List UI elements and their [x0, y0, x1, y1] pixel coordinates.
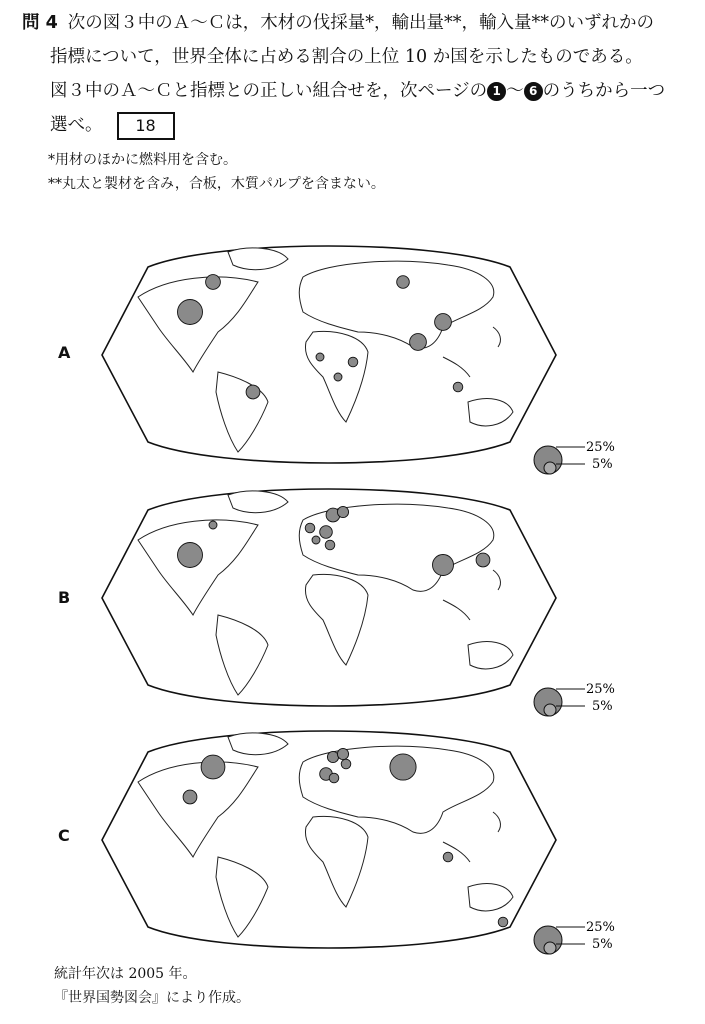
- question-text-2: 指標について，世界全体に占める割合の上位 10 か国を示したものである。: [50, 47, 643, 67]
- bubble-sweden: [327, 751, 338, 762]
- legend-small-label: 5%: [592, 457, 613, 472]
- bubble-latvia: [341, 759, 351, 769]
- legend-circle-small: [544, 704, 556, 716]
- map-label-c: C: [58, 826, 70, 845]
- bubble-nigeria: [316, 353, 324, 361]
- bubble-united-states: [178, 300, 203, 325]
- map-b: [98, 480, 560, 715]
- bubble-brazil: [246, 385, 260, 399]
- bubble-china: [435, 314, 452, 331]
- question-text-5: 選べ。: [50, 115, 103, 135]
- bubble-dr-congo: [334, 373, 342, 381]
- question-block: [22, 6, 694, 142]
- choice-start-badge: 1: [487, 82, 506, 101]
- world-outline: [102, 246, 556, 463]
- legend-circle-small: [544, 942, 556, 954]
- bubble-india: [410, 334, 427, 351]
- question-text-4: のうちから一つ: [542, 81, 666, 101]
- bubble-finland: [337, 506, 348, 517]
- legend-small-label: 5%: [592, 699, 613, 714]
- question-line-1: [22, 6, 694, 40]
- bubble-canada: [209, 521, 217, 529]
- footnote-1: *用材のほかに燃料用を含む。: [48, 152, 237, 168]
- question-text-1: 次の図３中のＡ～Ｃは，木材の伐採量*，輸出量**，輸入量**のいずれかの: [67, 13, 655, 33]
- bubble-indonesia: [453, 382, 463, 392]
- stat-year-note: 統計年次は 2005 年。: [54, 966, 197, 982]
- bubble-new-zealand: [498, 917, 508, 927]
- bubble-united-states: [183, 790, 197, 804]
- bubble-russia: [397, 276, 410, 289]
- bubble-canada: [206, 275, 221, 290]
- legend-c: [530, 912, 630, 972]
- bubble-japan: [476, 553, 490, 567]
- legend-large-label: 25%: [586, 440, 615, 455]
- footnotes: [48, 148, 385, 196]
- bubble-czechia: [329, 773, 339, 783]
- bubble-ethiopia: [348, 357, 358, 367]
- choice-end-badge: 6: [524, 82, 543, 101]
- bubble-malaysia: [443, 852, 453, 862]
- bubble-united-states: [178, 543, 203, 568]
- bubble-russia: [390, 754, 416, 780]
- map-c: [98, 722, 560, 957]
- world-outline: [102, 731, 556, 948]
- bubble-china: [433, 555, 454, 576]
- world-outline: [102, 489, 556, 706]
- legend-large-label: 25%: [586, 682, 615, 697]
- bubble-germany: [320, 526, 333, 539]
- map-a: [98, 237, 560, 472]
- source-notes: [54, 962, 250, 1010]
- bubble-finland: [337, 748, 348, 759]
- legend-small-label: 5%: [592, 937, 613, 952]
- choice-tilde: ～: [506, 81, 524, 101]
- source-citation: 『世界国勢図会』により作成。: [54, 990, 250, 1006]
- bubble-italy: [325, 540, 335, 550]
- footnote-2: **丸太と製材を含み，合板，木質パルプを含まない。: [48, 176, 385, 192]
- question-line-2: [22, 40, 694, 74]
- question-label: 問 4: [22, 13, 58, 33]
- bubble-united-kingdom: [305, 523, 315, 533]
- map-label-a: A: [58, 343, 71, 362]
- legend-circle-small: [544, 462, 556, 474]
- question-line-3: [22, 74, 694, 108]
- answer-number-box[interactable]: 18: [117, 112, 175, 140]
- question-text-3: 図３中のＡ～Ｃと指標との正しい組合せを，次ページの: [50, 81, 488, 101]
- bubble-france: [312, 536, 320, 544]
- bubble-canada: [201, 755, 225, 779]
- map-label-b: B: [58, 588, 71, 607]
- legend-large-label: 25%: [586, 920, 615, 935]
- question-line-4: [22, 108, 694, 142]
